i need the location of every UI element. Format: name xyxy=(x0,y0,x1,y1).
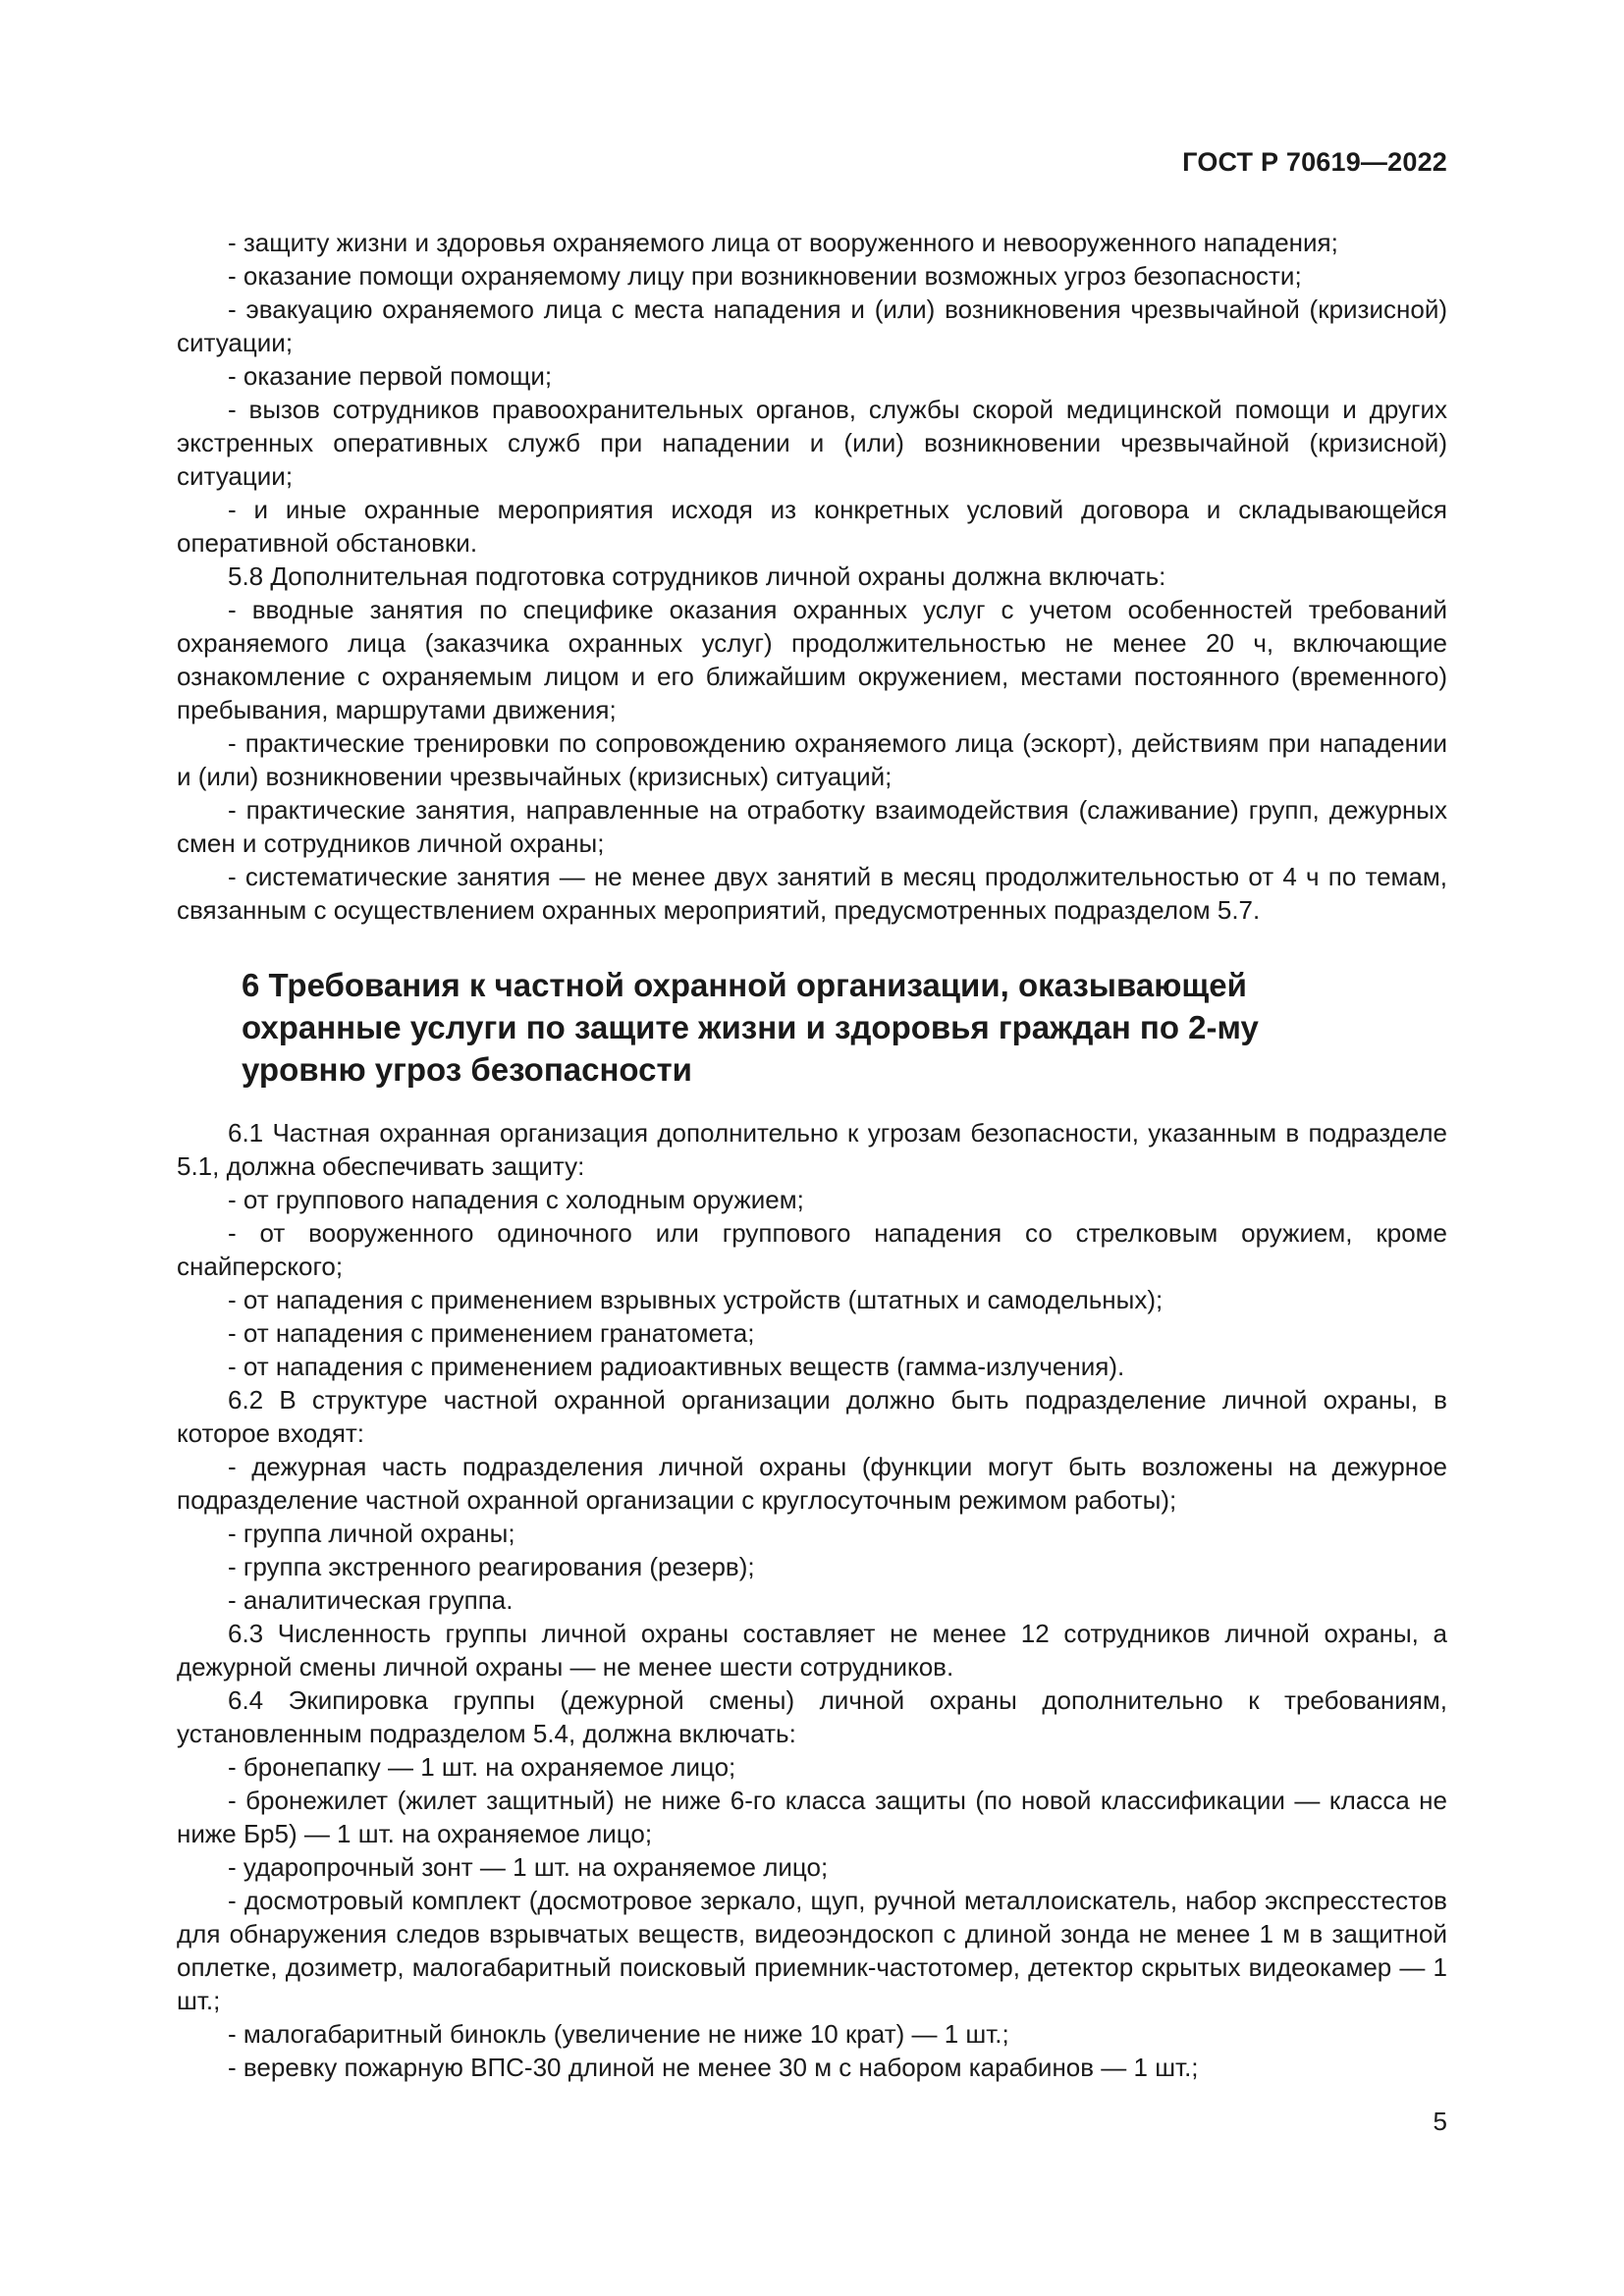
list-item: - веревку пожарную ВПС-30 длиной не менее 30 м с набором карабинов — 1 шт.; xyxy=(228,2053,1199,2082)
list-item: - ударопрочный зонт — 1 шт. на охраняемое лицо; xyxy=(228,1852,829,1882)
list-item: - бронежилет (жилет защитный) не ниже 6-го класса защиты (по новой классификации — класса не ниже Бр5) — 1 шт. на охраняемое лицо; xyxy=(177,1786,1447,1848)
list-item: - от группового нападения с холодным оружием; xyxy=(228,1185,804,1214)
clause-6-1: 6.1 Частная охранная организация дополнительно к угрозам безопасности, указанным в подразделе 5.1, должна обеспечивать защиту: xyxy=(177,1118,1447,1181)
clause-6-4: 6.4 Экипировка группы (дежурной смены) личной охраны дополнительно к требованиям, установленным подразделом 5.4, должна включать: xyxy=(177,1685,1447,1748)
list-item: - от нападения с применением радиоактивных веществ (гамма-излучения). xyxy=(228,1352,1125,1381)
clause-6-3: 6.3 Численность группы личной охраны составляет не менее 12 сотрудников личной охраны, а дежурной смены личной охраны — не менее шести сотрудников. xyxy=(177,1619,1447,1682)
list-item: - практические тренировки по сопровождению охраняемого лица (эскорт), действиям при нападении и (или) возникновении чрезвычайных (кризисных) ситуаций; xyxy=(177,728,1447,791)
clause-6-2: 6.2 В структуре частной охранной организации должно быть подразделение личной охраны, в которое входят: xyxy=(177,1385,1447,1448)
list-item: - практические занятия, направленные на отработку взаимодействия (слаживание) групп, дежурных смен и сотрудников личной охраны; xyxy=(177,795,1447,858)
list-item: - от нападения с применением гранатомета; xyxy=(228,1318,755,1348)
list-item: - от нападения с применением взрывных устройств (штатных и самодельных); xyxy=(228,1285,1164,1314)
list-item: - оказание помощи охраняемому лицу при возникновении возможных угроз безопасности; xyxy=(228,261,1302,291)
page-number: 5 xyxy=(1433,2107,1447,2136)
document-body xyxy=(177,226,1447,2084)
list-item: - группа личной охраны; xyxy=(228,1519,515,1548)
list-item: - группа экстренного реагирования (резерв); xyxy=(228,1552,755,1581)
list-item: - вводные занятия по специфике оказания охранных услуг с учетом особенностей требований охраняемого лица (заказчика охранных услуг) продолжительностью не менее 20 ч, включающие ознакомление с охраняемым лицом и его ближайшим окружением, местами постоянного (временного) пребывания, маршрутами движения; xyxy=(177,595,1447,724)
section-6-heading: 6 Требования к частной охранной организации, оказывающей охранные услуги по защите жизни и здоровья граждан по 2-му уровню угроз безопасности xyxy=(242,967,1259,1088)
list-item: - малогабаритный бинокль (увеличение не ниже 10 крат) — 1 шт.; xyxy=(228,2019,1009,2049)
list-item: - вызов сотрудников правоохранительных органов, службы скорой медицинской помощи и других экстренных оперативных служб при нападении и (или) возникновении чрезвычайной (кризисной) ситуации; xyxy=(177,395,1447,491)
list-item: - досмотровый комплект (досмотровое зеркало, щуп, ручной металлоискатель, набор экспресстестов для обнаружения следов взрывчатых веществ, видеоэндоскоп с длиной зонда не менее 1 м в защитной оплетке, дозиметр, малогабаритный поисковый приемник-частотомер, детектор скрытых видеокамер — 1 шт.; xyxy=(177,1886,1447,2015)
list-item: - от вооруженного одиночного или группового нападения со стрелковым оружием, кроме снайперского; xyxy=(177,1218,1447,1281)
list-item: - и иные охранные мероприятия исходя из конкретных условий договора и складывающейся оперативной обстановки. xyxy=(177,495,1447,558)
list-item: - систематические занятия — не менее двух занятий в месяц продолжительностью от 4 ч по темам, связанным с осуществлением охранных мероприятий, предусмотренных подразделом 5.7. xyxy=(177,862,1447,925)
list-item: - защиту жизни и здоровья охраняемого лица от вооруженного и невооруженного нападения; xyxy=(228,228,1338,257)
document-code: ГОСТ Р 70619—2022 xyxy=(1182,147,1447,177)
list-item: - аналитическая группа. xyxy=(228,1585,514,1615)
clause-5-8: 5.8 Дополнительная подготовка сотрудников личной охраны должна включать: xyxy=(228,561,1166,591)
list-item: - бронепапку — 1 шт. на охраняемое лицо; xyxy=(228,1752,736,1782)
list-item: - дежурная часть подразделения личной охраны (функции могут быть возложены на дежурное подразделение частной охранной организации с круглосуточным режимом работы); xyxy=(177,1452,1447,1515)
list-item: - оказание первой помощи; xyxy=(228,361,553,391)
list-item: - эвакуацию охраняемого лица с места нападения и (или) возникновения чрезвычайной (кризисной) ситуации; xyxy=(177,294,1447,357)
